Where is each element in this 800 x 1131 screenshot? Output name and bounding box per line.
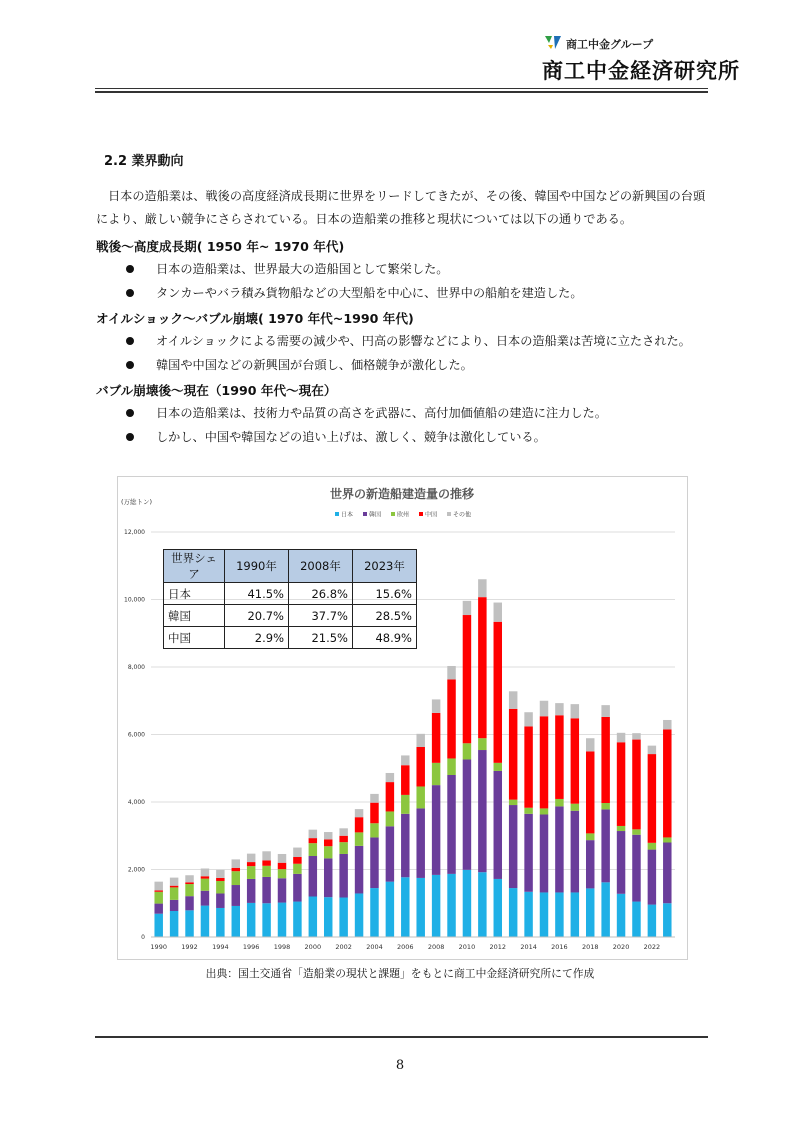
list-item: 韓国や中国などの新興国が台頭し、価格競争が激化した。 bbox=[126, 356, 473, 373]
bar-segment bbox=[416, 734, 424, 747]
bar-segment bbox=[432, 713, 440, 763]
bar-segment bbox=[185, 910, 193, 937]
bar-segment bbox=[494, 771, 502, 879]
x-tick-label: 2000 bbox=[304, 943, 322, 951]
bar-segment bbox=[154, 914, 162, 937]
table-row bbox=[164, 583, 417, 605]
bar-segment bbox=[324, 858, 332, 897]
x-tick-label: 2008 bbox=[427, 943, 445, 951]
bullet-dot-icon bbox=[126, 361, 134, 369]
bar-segment bbox=[154, 904, 162, 914]
org-name: 商工中金経済研究所 bbox=[542, 59, 740, 83]
bar-segment bbox=[278, 878, 286, 902]
bar-segment bbox=[447, 666, 455, 680]
bar-segment bbox=[463, 601, 471, 615]
bar-segment bbox=[262, 877, 270, 903]
bar-segment bbox=[524, 808, 532, 814]
bar-segment bbox=[355, 817, 363, 832]
bar-segment bbox=[262, 903, 270, 937]
bar-segment bbox=[309, 897, 317, 938]
bar-segment bbox=[632, 902, 640, 937]
bar-segment bbox=[478, 579, 486, 597]
bar-segment bbox=[201, 868, 209, 876]
bar-segment bbox=[370, 823, 378, 837]
x-tick-label: 1990 bbox=[150, 943, 167, 951]
legend-label: 日本 bbox=[341, 511, 354, 519]
bar-segment bbox=[617, 742, 625, 826]
bar-segment bbox=[401, 795, 409, 814]
table-row bbox=[164, 627, 417, 649]
header-rule bbox=[95, 88, 708, 89]
bar-segment bbox=[571, 811, 579, 893]
bar-segment bbox=[540, 814, 548, 892]
table-cell: 26.8% bbox=[289, 583, 353, 605]
bullet-dot-icon bbox=[126, 289, 134, 297]
bar-segment bbox=[355, 893, 363, 937]
bar-segment bbox=[216, 870, 224, 878]
bar-segment bbox=[416, 786, 424, 808]
bar-segment bbox=[386, 773, 394, 782]
table-header-cell: 1990年 bbox=[225, 550, 289, 583]
y-tick-label: 8,000 bbox=[127, 664, 145, 671]
bullet-dot-icon bbox=[126, 409, 134, 417]
bar-segment bbox=[416, 747, 424, 786]
bar-segment bbox=[571, 804, 579, 811]
bar-segment bbox=[617, 826, 625, 831]
bar-segment bbox=[309, 843, 317, 856]
bar-segment bbox=[401, 765, 409, 795]
bar-segment bbox=[663, 837, 671, 842]
bar-segment bbox=[339, 854, 347, 898]
x-tick-label: 2006 bbox=[397, 943, 414, 951]
bar-segment bbox=[432, 875, 440, 937]
bar-segment bbox=[201, 876, 209, 878]
share-table bbox=[163, 549, 417, 649]
period-heading-3: バブル崩壊後～現在（1990 年代～現在） bbox=[96, 383, 337, 398]
table-header-cell: 2023年 bbox=[353, 550, 417, 583]
bar-segment bbox=[293, 874, 301, 902]
bar-segment bbox=[601, 882, 609, 937]
bar-segment bbox=[170, 886, 178, 888]
bar-segment bbox=[339, 828, 347, 835]
bar-segment bbox=[232, 859, 240, 867]
bar-segment bbox=[524, 712, 532, 726]
bar-segment bbox=[648, 746, 656, 754]
legend-label: その他 bbox=[453, 511, 472, 519]
bar-segment bbox=[170, 900, 178, 911]
bar-segment bbox=[247, 903, 255, 937]
bar-segment bbox=[586, 738, 594, 751]
bar-segment bbox=[386, 782, 394, 811]
bar-segment bbox=[293, 857, 301, 864]
bar-segment bbox=[309, 830, 317, 838]
legend-swatch bbox=[419, 512, 423, 516]
bar-segment bbox=[232, 885, 240, 906]
bar-segment bbox=[370, 794, 378, 803]
source-note: 出典：国土交通省「造船業の現状と課題」をもとに商工中金経済研究所にて作成 bbox=[205, 967, 595, 980]
bullet-dot-icon bbox=[126, 265, 134, 273]
x-tick-label: 2004 bbox=[366, 943, 383, 951]
bar-segment bbox=[555, 703, 563, 715]
x-tick-label: 2014 bbox=[520, 943, 537, 951]
bar-segment bbox=[232, 871, 240, 885]
bar-segment bbox=[339, 842, 347, 854]
y-tick-label: 0 bbox=[141, 934, 145, 941]
bar-segment bbox=[463, 870, 471, 937]
bar-segment bbox=[463, 615, 471, 743]
bar-segment bbox=[401, 755, 409, 765]
bar-segment bbox=[663, 720, 671, 729]
bar-segment bbox=[262, 851, 270, 860]
bar-segment bbox=[663, 903, 671, 937]
bar-segment bbox=[386, 811, 394, 826]
bar-segment bbox=[386, 882, 394, 937]
bar-segment bbox=[355, 832, 363, 846]
bar-segment bbox=[324, 832, 332, 839]
bar-segment bbox=[324, 897, 332, 937]
bar-segment bbox=[278, 903, 286, 937]
bar-segment bbox=[416, 878, 424, 937]
bar-segment bbox=[601, 809, 609, 882]
bar-segment bbox=[247, 879, 255, 903]
bar-segment bbox=[447, 874, 455, 937]
bullet-dot-icon bbox=[126, 433, 134, 441]
bar-segment bbox=[154, 890, 162, 891]
table-header-row bbox=[164, 550, 417, 583]
company-logo-icon bbox=[544, 34, 562, 50]
bar-segment bbox=[324, 846, 332, 858]
bar-segment bbox=[540, 716, 548, 808]
y-axis-label: (万総トン) bbox=[121, 498, 153, 506]
bar-segment bbox=[555, 892, 563, 937]
bar-segment bbox=[216, 908, 224, 937]
list-item: 日本の造船業は、技術力や品質の高さを武器に、高付加価値船の建造に注力した。 bbox=[126, 404, 607, 421]
bar-segment bbox=[509, 805, 517, 888]
bar-segment bbox=[540, 701, 548, 717]
bar-segment bbox=[632, 835, 640, 902]
legend-swatch bbox=[363, 512, 367, 516]
x-tick-label: 1996 bbox=[242, 943, 260, 951]
bar-segment bbox=[416, 808, 424, 878]
legend-swatch bbox=[335, 512, 339, 516]
bar-segment bbox=[540, 808, 548, 814]
table-cell: 日本 bbox=[164, 583, 225, 605]
table-cell: 21.5% bbox=[289, 627, 353, 649]
legend-label: 韓国 bbox=[369, 511, 382, 519]
bar-segment bbox=[555, 799, 563, 806]
list-item: しかし、中国や韓国などの追い上げは、激しく、競争は激化している。 bbox=[126, 428, 546, 445]
y-tick-label: 6,000 bbox=[127, 731, 145, 739]
period-heading-2: オイルショック～バブル崩壊( 1970 年代~1990 年代) bbox=[96, 311, 414, 326]
bar-segment bbox=[247, 862, 255, 866]
section-title: 2.2 業界動向 bbox=[104, 154, 184, 169]
bar-segment bbox=[154, 892, 162, 904]
bar-segment bbox=[185, 875, 193, 882]
table-cell: 韓国 bbox=[164, 605, 225, 627]
bar-segment bbox=[601, 705, 609, 717]
bar-segment bbox=[586, 888, 594, 937]
bar-segment bbox=[401, 877, 409, 937]
bar-segment bbox=[478, 750, 486, 872]
bar-segment bbox=[293, 864, 301, 874]
bar-segment bbox=[509, 800, 517, 805]
bar-segment bbox=[309, 856, 317, 897]
bar-segment bbox=[663, 843, 671, 904]
bar-segment bbox=[232, 868, 240, 871]
y-tick-label: 12,000 bbox=[124, 529, 145, 536]
bar-segment bbox=[524, 892, 532, 937]
bar-segment bbox=[494, 622, 502, 763]
x-tick-label: 2012 bbox=[489, 943, 507, 951]
bar-segment bbox=[463, 759, 471, 869]
legend-swatch bbox=[391, 512, 395, 516]
bar-segment bbox=[571, 704, 579, 718]
x-tick-label: 2022 bbox=[643, 943, 661, 951]
bar-segment bbox=[262, 860, 270, 865]
bar-segment bbox=[509, 709, 517, 800]
bar-segment bbox=[663, 729, 671, 837]
bar-segment bbox=[309, 838, 317, 843]
bar-segment bbox=[632, 829, 640, 834]
bar-segment bbox=[370, 803, 378, 824]
table-header-cell: 2008年 bbox=[289, 550, 353, 583]
bullet-dot-icon bbox=[126, 337, 134, 345]
bar-segment bbox=[555, 715, 563, 799]
bar-segment bbox=[170, 878, 178, 886]
bar-segment bbox=[648, 843, 656, 850]
period-heading-1: 戦後～高度成長期( 1950 年~ 1970 年代) bbox=[96, 239, 345, 254]
bar-segment bbox=[293, 902, 301, 937]
bar-segment bbox=[586, 840, 594, 888]
x-tick-label: 2016 bbox=[551, 943, 568, 951]
bar-segment bbox=[447, 679, 455, 758]
bar-segment bbox=[555, 806, 563, 892]
table-row bbox=[164, 605, 417, 627]
legend-swatch bbox=[447, 512, 451, 516]
bar-segment bbox=[355, 809, 363, 817]
bar-segment bbox=[648, 905, 656, 937]
bar-segment bbox=[201, 891, 209, 906]
bar-segment bbox=[571, 718, 579, 803]
bar-segment bbox=[339, 836, 347, 842]
bar-segment bbox=[262, 866, 270, 877]
bar-segment bbox=[324, 839, 332, 846]
bar-segment bbox=[170, 911, 178, 937]
x-tick-label: 2010 bbox=[458, 943, 476, 951]
bar-segment bbox=[355, 846, 363, 894]
table-header-cell: 世界シェア bbox=[164, 550, 225, 583]
bar-segment bbox=[278, 863, 286, 869]
bar-segment bbox=[216, 878, 224, 881]
bar-segment bbox=[447, 775, 455, 874]
bar-segment bbox=[632, 740, 640, 830]
x-tick-label: 2020 bbox=[612, 943, 630, 951]
bar-segment bbox=[571, 892, 579, 937]
bar-segment bbox=[278, 869, 286, 878]
bar-segment bbox=[370, 837, 378, 888]
bar-segment bbox=[524, 814, 532, 892]
intro-paragraph: 日本の造船業は、戦後の高度経済成長期に世界をリードしてきたが、その後、韓国や中国などの新興国の台頭により、厳しい競争にさらされている。日本の造船業の推移と現状については以下の通りである。 bbox=[96, 189, 706, 226]
bar-segment bbox=[447, 758, 455, 775]
y-tick-label: 10,000 bbox=[124, 596, 145, 604]
bar-segment bbox=[509, 691, 517, 709]
bar-segment bbox=[617, 733, 625, 742]
bar-segment bbox=[170, 887, 178, 899]
bar-segment bbox=[432, 699, 440, 713]
page-number: 8 bbox=[395, 1058, 405, 1073]
bar-segment bbox=[386, 826, 394, 881]
table-cell: 20.7% bbox=[225, 605, 289, 627]
table-cell: 15.6% bbox=[353, 583, 417, 605]
bar-segment bbox=[509, 888, 517, 937]
x-tick-label: 2018 bbox=[581, 943, 599, 951]
bar-segment bbox=[432, 763, 440, 785]
bar-segment bbox=[232, 906, 240, 937]
bar-segment bbox=[185, 884, 193, 896]
bar-segment bbox=[494, 763, 502, 771]
table-cell: 37.7% bbox=[289, 605, 353, 627]
group-name: 商工中金グループ bbox=[566, 38, 654, 51]
list-item: 日本の造船業は、世界最大の造船国として繁栄した。 bbox=[126, 260, 449, 277]
footer-rule bbox=[95, 1036, 708, 1038]
table-cell: 28.5% bbox=[353, 605, 417, 627]
bar-segment bbox=[524, 726, 532, 807]
bar-segment bbox=[201, 879, 209, 891]
header-rule-thick bbox=[95, 91, 708, 93]
list-item: タンカーやバラ積み貨物船などの大型船を中心に、世界中の船舶を建造した。 bbox=[126, 284, 583, 301]
bar-segment bbox=[494, 603, 502, 622]
bar-segment bbox=[432, 785, 440, 875]
bar-segment bbox=[586, 751, 594, 833]
bar-segment bbox=[185, 882, 193, 884]
bar-segment bbox=[648, 754, 656, 843]
bar-segment bbox=[601, 803, 609, 809]
bar-segment bbox=[216, 893, 224, 908]
legend-label: 中国 bbox=[425, 511, 438, 519]
list-item: オイルショックによる需要の減少や、円高の影響などにより、日本の造船業は苦境に立たされた。 bbox=[126, 332, 691, 349]
bar-segment bbox=[617, 831, 625, 894]
bar-segment bbox=[201, 906, 209, 937]
bar-segment bbox=[586, 833, 594, 840]
bar-segment bbox=[278, 854, 286, 863]
bar-segment bbox=[247, 866, 255, 879]
bar-segment bbox=[601, 717, 609, 803]
legend-label: 欧州 bbox=[397, 511, 410, 519]
bar-segment bbox=[370, 888, 378, 937]
bar-segment bbox=[540, 892, 548, 937]
y-tick-label: 4,000 bbox=[127, 799, 145, 806]
table-cell: 2.9% bbox=[225, 627, 289, 649]
table-cell: 中国 bbox=[164, 627, 225, 649]
x-tick-label: 1992 bbox=[181, 943, 198, 951]
bar-segment bbox=[154, 882, 162, 891]
x-tick-label: 1994 bbox=[212, 943, 229, 951]
bar-segment bbox=[247, 854, 255, 862]
y-tick-label: 2,000 bbox=[127, 866, 145, 874]
table-cell: 48.9% bbox=[353, 627, 417, 649]
table-cell: 41.5% bbox=[225, 583, 289, 605]
x-tick-label: 2002 bbox=[335, 943, 352, 951]
chart-title: 世界の新造船建造量の推移 bbox=[329, 487, 475, 501]
bar-segment bbox=[617, 894, 625, 937]
bar-segment bbox=[478, 738, 486, 750]
bar-segment bbox=[185, 896, 193, 910]
bar-segment bbox=[216, 881, 224, 893]
bar-segment bbox=[339, 898, 347, 937]
bar-segment bbox=[494, 879, 502, 937]
bar-segment bbox=[632, 733, 640, 739]
bar-segment bbox=[293, 848, 301, 857]
bar-segment bbox=[648, 850, 656, 905]
bar-segment bbox=[401, 814, 409, 877]
bar-segment bbox=[478, 597, 486, 738]
x-tick-label: 1998 bbox=[273, 943, 291, 951]
bar-segment bbox=[478, 872, 486, 937]
bar-segment bbox=[463, 743, 471, 759]
